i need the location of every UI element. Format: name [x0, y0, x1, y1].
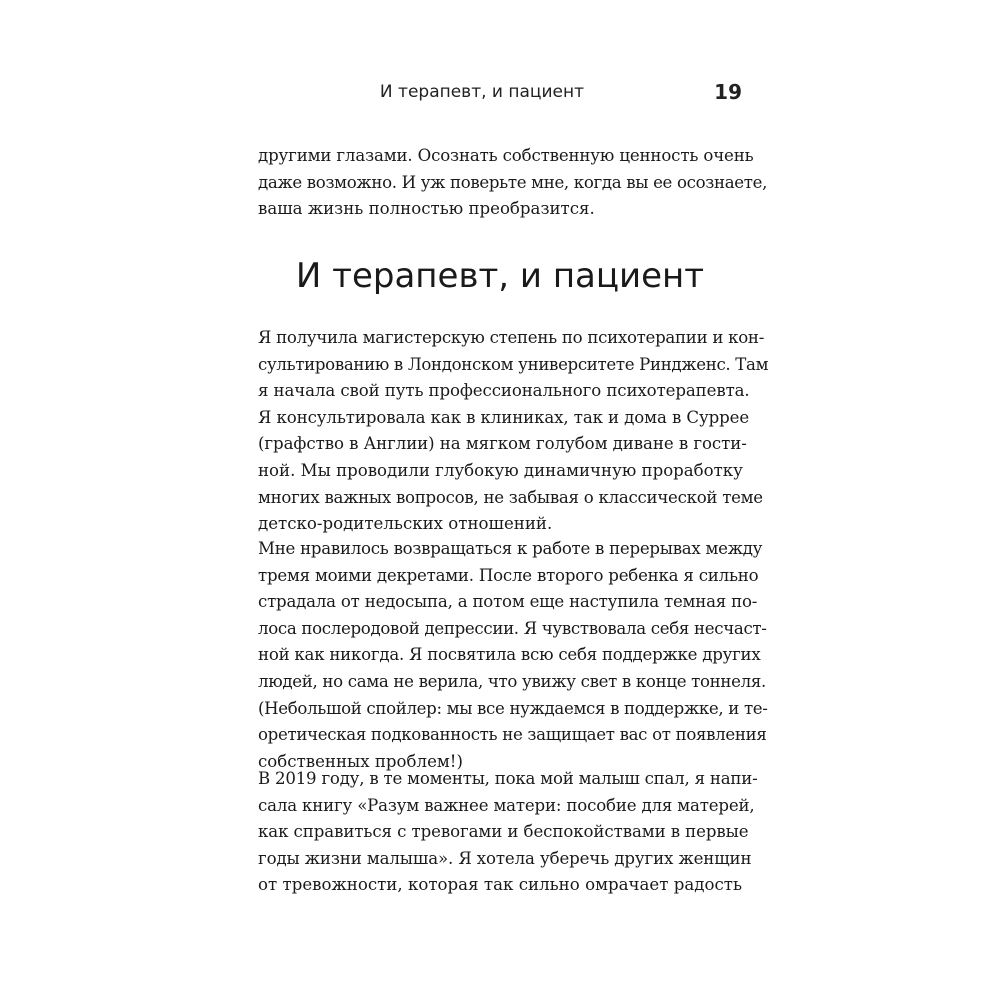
text-line: В 2019 году, в те моменты, пока мой малыш спал, я напи- [258, 769, 758, 788]
text-line: сала книгу «Разум важнее матери: пособие для матерей, [258, 795, 755, 815]
text-line: как справиться с тревогами и беспокойствами в первые [258, 822, 749, 842]
text-line: (Небольшой спойлер: мы все нуждаемся в поддержке, и те- [258, 698, 768, 718]
text-line: Я получила магистерскую степень по психотерапии и кон- [258, 328, 765, 347]
text-line: я начала свой путь профессионального психотерапевта. [258, 381, 750, 401]
text-line: людей, но сама не верила, что увижу свет в конце тоннеля. [258, 671, 766, 691]
text-line: ной как никогда. Я посвятила всю себя поддержке других [258, 645, 761, 665]
running-title: И терапевт, и пациент [379, 82, 584, 102]
text-line: годы жизни малыша». Я хотела уберечь других женщин [258, 848, 752, 868]
text-line: страдала от недосыпа, а потом еще наступила темная по- [258, 592, 758, 612]
paragraph-1 [258, 325, 769, 538]
text-line: лоса послеродовой депрессии. Я чувствовала себя несчаст- [258, 618, 767, 638]
paragraph-2 [258, 536, 768, 775]
text-line: другими глазами. Осознать собственную ценность очень [258, 146, 754, 165]
text-line: многих важных вопросов, не забывая о классической теме [258, 487, 763, 507]
text-line: оретическая подкованность не защищает вас от появления [258, 725, 767, 745]
text-line: тремя моими декретами. После второго ребенка я сильно [258, 565, 759, 585]
paragraph-3 [258, 766, 758, 899]
intro-paragraph [258, 143, 768, 223]
text-line: ной. Мы проводили глубокую динамичную проработку [258, 460, 743, 480]
page-number: 19 [714, 80, 742, 104]
text-line: Я консультировала как в клиниках, так и дома в Суррее [258, 407, 750, 427]
text-line: (графство в Англии) на мягком голубом диване в гости- [258, 434, 747, 454]
text-line: детско-родительских отношений. [258, 514, 553, 534]
text-line: Мне нравилось возвращаться к работе в перерывах между [258, 539, 763, 558]
text-line: даже возможно. И уж поверьте мне, когда вы ее осознаете, [258, 172, 768, 192]
text-line: ваша жизнь полностью преобразится. [258, 199, 595, 219]
text-line: сультированию в Лондонском университете Риндженс. Там [258, 354, 769, 374]
running-header [258, 80, 742, 110]
section-heading: И терапевт, и пациент [295, 256, 705, 296]
text-line: собственных проблем!) [258, 751, 463, 771]
text-line: от тревожности, которая так сильно омрачает радость [258, 875, 742, 895]
